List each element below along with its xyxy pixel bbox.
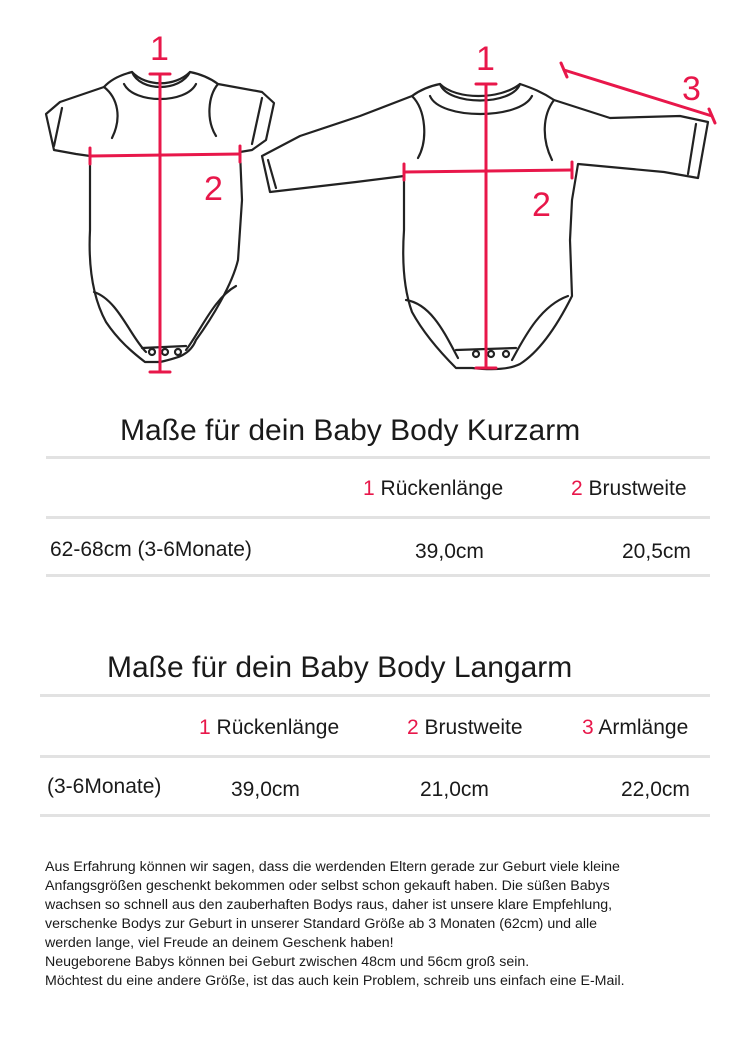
kurzarm-row-size: 62-68cm (3-6Monate) — [50, 538, 252, 561]
kurzarm-row-back-length: 39,0cm — [415, 540, 484, 563]
divider — [46, 516, 710, 519]
langarm-header-1: 1 Rückenlänge — [199, 716, 340, 739]
long-back-length-number: 1 — [476, 40, 495, 78]
kurzarm-header-1: 1 Rückenlänge — [363, 477, 504, 500]
langarm-header-2: 2 Brustweite — [407, 716, 523, 739]
note-line: verschenke Bodys zur Geburt in unserer Standard Größe ab 3 Monaten (62cm) und alle — [45, 916, 598, 932]
chest-width-line-long — [404, 170, 572, 172]
short-chest-number: 2 — [204, 170, 223, 208]
divider — [40, 694, 710, 697]
kurzarm-row-chest: 20,5cm — [622, 540, 691, 563]
note-line: werden lange, viel Freude an deinem Geschenk haben! — [45, 935, 394, 951]
bodysuit-illustration — [0, 0, 750, 400]
divider — [40, 814, 710, 817]
kurzarm-title: Maße für dein Baby Body Kurzarm — [120, 414, 581, 447]
long-chest-number: 2 — [532, 186, 551, 224]
langarm-row-back-length: 39,0cm — [231, 778, 300, 801]
note-line: Neugeborene Babys können bei Geburt zwischen 48cm und 56cm groß sein. — [45, 954, 530, 970]
langarm-row-arm-length: 22,0cm — [621, 778, 690, 801]
note-line: Möchtest du eine andere Größe, ist das auch kein Problem, schreib uns einfach eine E-Mail. — [45, 973, 625, 989]
note-line: Aus Erfahrung können wir sagen, dass die werdenden Eltern gerade zur Geburt viele kleine — [45, 859, 620, 875]
long-arm-length-number: 3 — [682, 70, 701, 108]
short-back-length-number: 1 — [150, 30, 169, 68]
langarm-row-size: (3-6Monate) — [47, 775, 162, 798]
divider — [46, 456, 710, 459]
langarm-row-chest: 21,0cm — [420, 778, 489, 801]
size-recommendation-note — [45, 858, 725, 991]
langarm-title: Maße für dein Baby Body Langarm — [107, 651, 573, 684]
langarm-header-3: 3 Armlänge — [582, 716, 689, 739]
note-line: Anfangsgrößen geschenkt bekommen oder selbst schon gekauft haben. Die süßen Babys — [45, 878, 610, 894]
divider — [46, 574, 710, 577]
note-line: wachsen so schnell aus den zauberhaften Bodys raus, daher ist unsere klare Empfehlung, — [45, 897, 613, 913]
chest-width-line-short — [90, 154, 240, 156]
kurzarm-header-2: 2 Brustweite — [571, 477, 687, 500]
divider — [40, 755, 710, 758]
